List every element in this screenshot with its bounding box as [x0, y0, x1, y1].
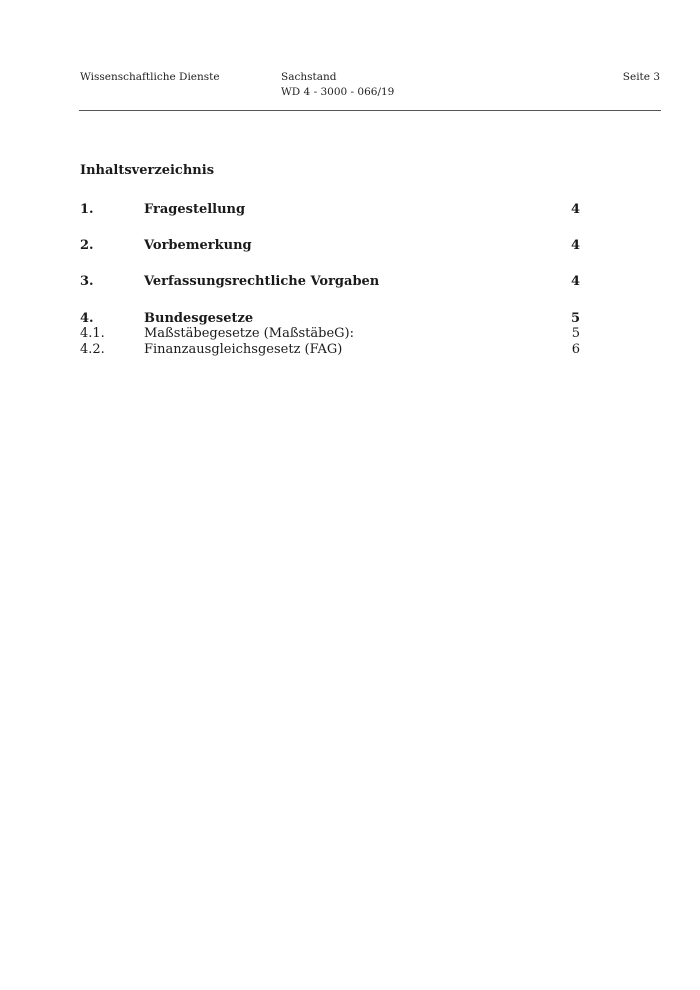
toc-entry-label: Maßstäbegesetze (MaßstäbeG):	[144, 326, 354, 341]
header-department: Wissenschaftliche Dienste	[80, 71, 220, 83]
toc-entry-page: 4	[570, 274, 580, 289]
toc-entry-label: Verfassungsrechtliche Vorgaben	[144, 274, 380, 289]
header-page-number: Seite 3	[622, 71, 660, 83]
toc-entry-number: 3.	[80, 274, 94, 289]
toc-entry-label: Finanzausgleichsgesetz (FAG)	[144, 342, 343, 357]
toc-entry-page: 5	[570, 311, 580, 326]
toc-entry-number: 1.	[80, 202, 94, 217]
toc-entry-label: Vorbemerkung	[144, 238, 252, 253]
toc-entry-number: 4.	[80, 311, 94, 326]
toc-entry-number: 4.2.	[80, 342, 105, 357]
header-doc-type: Sachstand	[281, 71, 337, 83]
toc-entry-page: 4	[570, 202, 580, 217]
toc-entry-label: Fragestellung	[144, 202, 246, 217]
toc-entry-number: 4.1.	[80, 326, 105, 341]
toc-entry-4-2[interactable]	[80, 341, 580, 358]
toc-entry-page: 4	[570, 238, 580, 253]
toc-entry-label: Bundesgesetze	[144, 311, 254, 326]
header-divider	[79, 110, 661, 111]
toc-entry-2[interactable]	[80, 237, 580, 254]
toc-entry-page: 5	[571, 326, 580, 341]
toc-entry-page: 6	[571, 342, 580, 357]
toc-entry-number: 2.	[80, 238, 94, 253]
toc-title: Inhaltsverzeichnis	[80, 163, 215, 178]
toc-entry-3[interactable]	[80, 273, 580, 290]
toc-entry-1[interactable]	[80, 201, 580, 218]
header-doc-number: WD 4 - 3000 - 066/19	[281, 86, 395, 98]
header-document-info	[281, 70, 394, 100]
toc-entry-4-1[interactable]	[80, 325, 580, 342]
